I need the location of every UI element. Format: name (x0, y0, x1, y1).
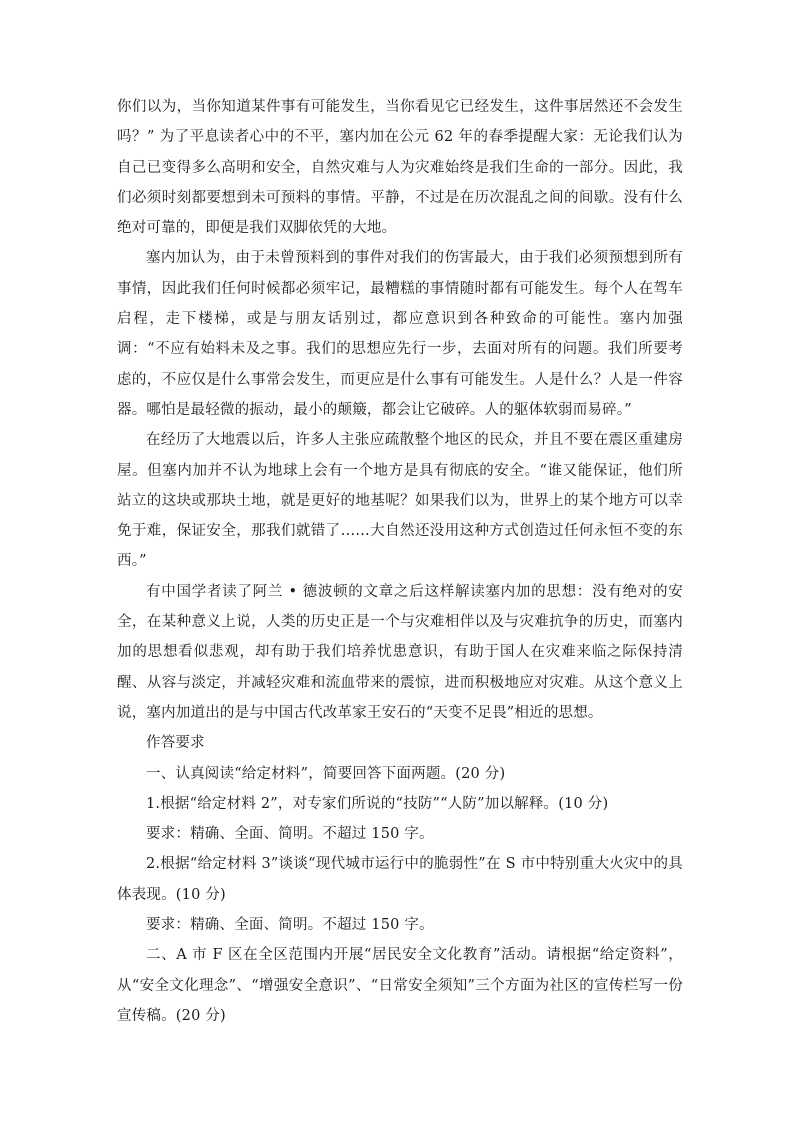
requirements-heading: 作答要求 (146, 735, 205, 752)
question-1-1-requirement: 要求：精确、全面、简明。不超过 150 字。 (146, 826, 434, 843)
material-paragraph-2: 塞内加认为，由于未曾预料到的事件对我们的伤害最大，由于我们必须预想到所有事情，因此我们任何时候都必须牢记，最糟糕的事情随时都有可能发生。每个人在驾车启程，走下楼梯，或是与朋友话别过，都应意识到各种致命的可能性。塞内加强调：“不应有始料未及之事。我们的思想应先行一步，去面对所有的问题。我们所要考虑的，不应仅是什么事常会发生，而更应是什么事有可能发生。人是什么？人是一件容器。哪怕是最轻微的振动，最小的颠簸，都会让它破碎。人的躯体软弱而易碎。” (117, 250, 683, 418)
material-paragraph-4: 有中国学者读了阿兰 • 德波顿的文章之后这样解读塞内加的思想：没有绝对的安全，在某种意义上说，人类的历史正是一个与灾难相伴以及与灾难抗争的历史，而塞内加的思想看似悲观，却有助于我们培养忧患意识，有助于国人在灾难来临之际保持清醒、从容与淡定，并减轻灾难和流血带来的震惊，进而积极地应对灾难。从这个意义上说，塞内加道出的是与中国古代改革家王安石的“天变不足畏”相近的思想。 (117, 583, 683, 721)
document-page (117, 92, 683, 1031)
material-paragraph-1: 你们以为，当你知道某件事有可能发生，当你看见它已经发生，这件事居然还不会发生吗？” 为了平息读者心中的不平，塞内加在公元 62 年的春季提醒大家：无论我们认为自己已变得多么高明和安全，自然灾难与人为灾难始终是我们生命的一部分。因此，我们必须时刻都要想到未可预料的事情。平静，不过是在历次混乱之间的间歇。没有什么绝对可靠的，即便是我们双脚依凭的大地。 (117, 99, 683, 237)
question-1-intro: 一、认真阅读“给定材料”，简要回答下面两题。(20 分) (146, 765, 506, 782)
question-1-2-requirement: 要求：精确、全面、简明。不超过 150 字。 (146, 917, 434, 934)
question-1-1: 1.根据“给定材料 2”，对专家们所说的“技防”“人防”加以解释。(10 分) (146, 795, 609, 812)
question-2: 二、A 市 F 区在全区范围内开展“居民安全文化教育”活动。请根据“给定资料”，从“安全文化理念”、“增强安全意识”、“日常安全须知”三个方面为社区的宣传栏写一份宣传稿。(20 分) (117, 947, 683, 1024)
material-paragraph-3: 在经历了大地震以后，许多人主张应疏散整个地区的民众，并且不要在震区重建房屋。但塞内加并不认为地球上会有一个地方是具有彻底的安全。“谁又能保证，他们所站立的这块或那块土地，就是更好的地基呢？如果我们以为，世界上的某个地方可以幸免于难，保证安全，那我们就错了……大自然还没用这种方式创造过任何永恒不变的东西。” (117, 432, 683, 570)
question-1-2: 2.根据“给定材料 3”谈谈“现代城市运行中的脆弱性”在 S 市中特别重大火灾中的具体表现。(10 分) (117, 856, 683, 903)
